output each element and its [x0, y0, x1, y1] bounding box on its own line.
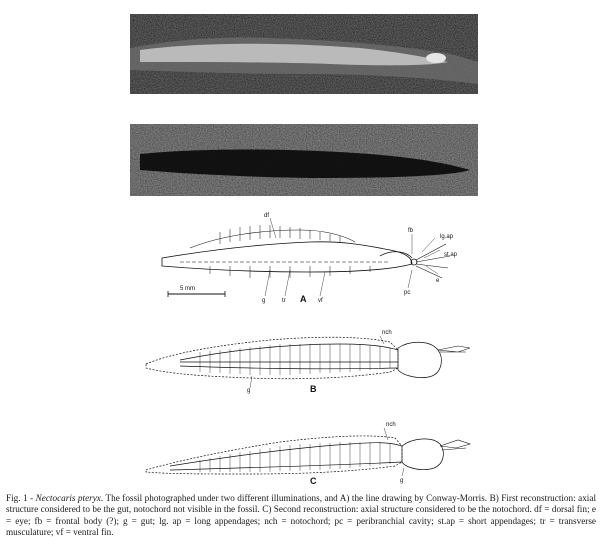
- caption-prefix: Fig. 1 -: [6, 493, 36, 503]
- label-df: df: [264, 213, 270, 219]
- fossil-photo-top: [130, 14, 478, 94]
- reconstruction-b: [140, 322, 485, 394]
- label-b-g: g: [247, 388, 251, 394]
- figure-caption: [6, 493, 596, 539]
- label-vf: vf: [318, 298, 323, 304]
- panel-letter-b: B: [310, 384, 317, 394]
- label-g: g: [262, 298, 266, 304]
- caption-species: Nectocaris pteryx: [35, 493, 101, 503]
- label-tr: tr: [282, 298, 286, 304]
- label-e: e: [436, 278, 440, 284]
- label-c-g: g: [400, 478, 404, 484]
- label-pc: pc: [404, 290, 411, 296]
- line-drawing-a: [150, 208, 490, 308]
- reconstruction-c: [140, 414, 485, 484]
- panel-letter-a: A: [300, 294, 307, 304]
- label-st-ap: st.ap: [444, 252, 458, 258]
- label-lg-ap: lg.ap: [440, 234, 454, 240]
- fossil-photo-bottom: [130, 124, 478, 196]
- caption-text: . The fossil photographed under two different illuminations, and A) the line drawing by Conway-Morris. B) First reconstruction: axial structure considered to be the gut, notochord not visible in the fossil. C) Second reconstruction: axial structure considered to be the notochord. df = dorsal fin; e = eye; fb = frontal body (?); g = gut; lg. ap = long appendages; nch = notochord; pc = peribranchial cavity; st.ap = short appendages; tr = transverse musculature; vf = ventral fin.: [6, 493, 596, 538]
- label-fb: fb: [408, 228, 414, 234]
- scale-bar-label: 5 mm: [180, 286, 195, 292]
- label-c-nch: nch: [386, 422, 396, 428]
- label-b-nch: nch: [382, 330, 392, 336]
- panel-letter-c: C: [310, 476, 317, 484]
